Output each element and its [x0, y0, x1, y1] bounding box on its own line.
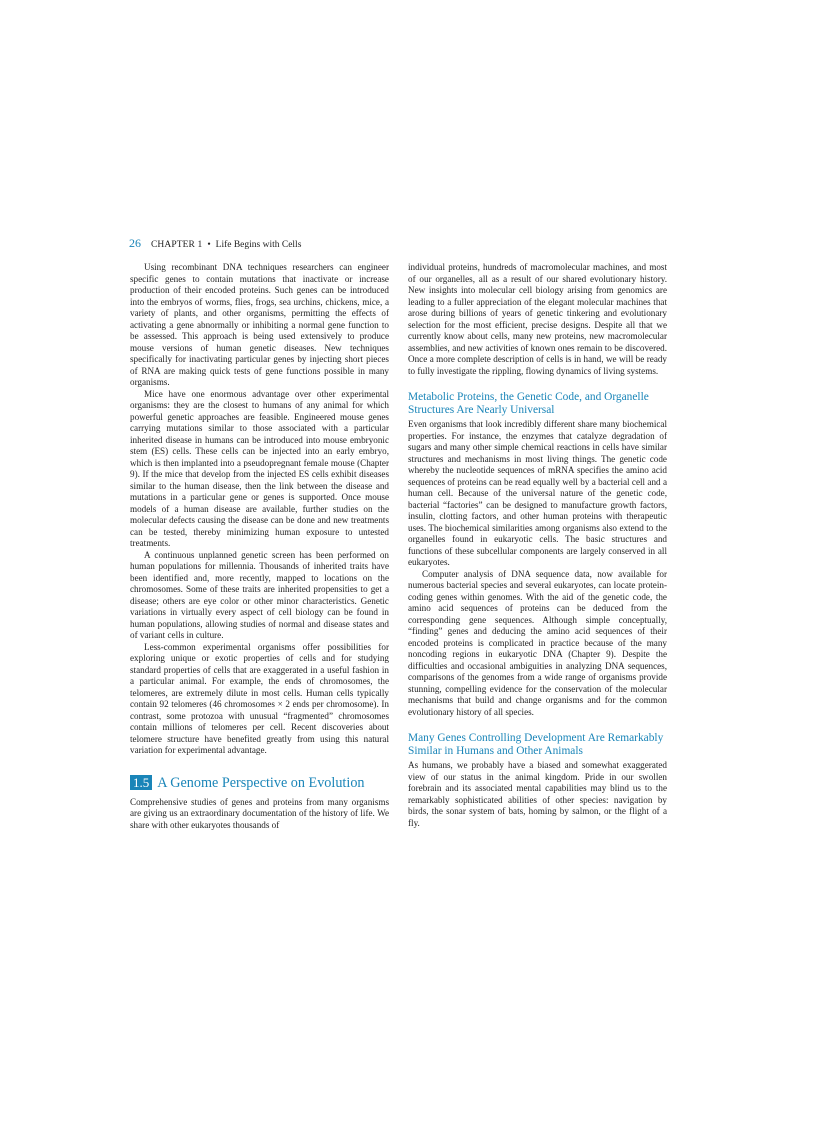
- body-paragraph: Less-common experimental organisms offer possibilities for exploring unique or exotic properties of cells and for studying standard properties of cells that are exaggerated in a useful fashion in a particular animal. For example, the ends of chromosomes, the telomeres, are extremely dilute in most cells. Human cells typically contain 92 telomeres (46 chromosomes × 2 ends per chromosome). In contrast, some protozoa with unusual “fragmented” chromosomes contain millions of telomeres per cell. Recent discoveries about telomere structure have benefited greatly from using this natural variation for experimental advantage.: [130, 641, 389, 755]
- body-paragraph: Mice have one enormous advantage over other experimental organisms: they are the closest to humans of any animal for which powerful genetic approaches are feasible. Engineered mouse genes carrying mutations similar to those associated with a particular inherited disease in humans can be introduced into mouse embryonic stem (ES) cells. These cells can be injected into an early embryo, which is then implanted into a pseudopregnant female mouse (Chapter 9). If the mice that develop from the injected ES cells exhibit diseases similar to the human disease, then the link between the disease and mutations in a particular gene or genes is supported. Once mouse models of a human disease are available, further studies on the molecular defects causing the disease can be done and new treatments can be tested, thereby minimizing human exposure to untested treatments.: [130, 388, 389, 548]
- subsection-heading: Metabolic Proteins, the Genetic Code, and Organelle Structures Are Nearly Universal: [408, 391, 649, 416]
- body-paragraph: Computer analysis of DNA sequence data, now available for numerous bacterial species and several eukaryotes, can locate protein-coding genes within genomes. With the aid of the genetic code, the amino acid sequences of proteins can be deduced from the corresponding gene sequences. Although simple conceptually, “finding” genes and deducing the amino acid sequences of their encoded proteins is complicated in practice because of the many noncoding regions in eukaryotic DNA (Chapter 9). Despite the difficulties and occasional ambiguities in analyzing DNA sequences, comparisons of the genomes from a wide range of organisms provide stunning, compelling evidence for the conservation of the molecular mechanisms that build and change organisms and for the common evolutionary history of all species.: [408, 568, 667, 717]
- page-number: 26: [129, 236, 141, 250]
- chapter-title: Life Begins with Cells: [215, 240, 302, 250]
- body-paragraph: As humans, we probably have a biased and somewhat exaggerated view of our status in the animal kingdom. Pride in our swollen forebrain and its associated mental capabilities may blind us to the remarkably sophisticated abilities of other species: navigation by birds, the sonar system of bats, homing by salmon, or the flight of a fly.: [408, 760, 667, 828]
- body-paragraph: Even organisms that look incredibly different share many biochemical properties. For instance, the enzymes that catalyze degradation of sugars and many other simple chemical reactions in cells have similar structures and mechanisms in most living things. The genetic code whereby the nucleotide sequences of mRNA specifies the amino acid sequences of proteins can be read equally well by a bacterial cell and a human cell. Because of the universal nature of the genetic code, bacterial “factories” can be designed to manufacture growth factors, insulin, clotting factors, and other human proteins with therapeutic uses. The biochemical similarities among organisms also extend to the organelles found in eukaryotic cells. The basic structures and functions of these subcellular components are largely conserved in all eukaryotes.: [408, 419, 667, 568]
- body-paragraph: Comprehensive studies of genes and proteins from many organisms are giving us an extraordinary documentation of the history of life. We share with other eukaryotes thousands of: [130, 796, 389, 830]
- section-title: A Genome Perspective on Evolution: [157, 774, 365, 791]
- header-separator: •: [207, 240, 211, 250]
- body-paragraph: individual proteins, hundreds of macromolecular machines, and most of our organelles, all as a result of our shared evolutionary history. New insights into molecular cell biology arising from genomics are leading to a fuller appreciation of the elegant molecular machines that arose during billions of years of genetic tinkering and evolutionary selection for the most efficient, precise designs. Despite all that we currently know about cells, many new proteins, new macromolecular assemblies, and new activities of known ones remain to be discovered. Once a more complete description of cells is in hand, we will be ready to fully investigate the rippling, flowing dynamics of living systems.: [408, 262, 667, 376]
- body-paragraph: A continuous unplanned genetic screen has been performed on human populations for millennia. Thousands of inherited traits have been identified and, more recently, mapped to locations on the chromosomes. Some of these traits are inherited propensities to get a disease; others are eye color or other minor characteristics. Genetic variations in virtually every aspect of cell biology can be found in human populations, allowing studies of normal and disease states and of variant cells in culture.: [130, 549, 389, 640]
- section-heading: [130, 775, 389, 791]
- subsection-heading: Many Genes Controlling Development Are Remarkably Similar in Humans and Other Animals: [408, 732, 664, 757]
- running-header: [129, 236, 301, 251]
- section-number: 1.5: [130, 775, 152, 790]
- chapter-label: CHAPTER 1: [151, 240, 203, 250]
- body-paragraph: Using recombinant DNA techniques researchers can engineer specific genes to contain mutations that inactivate or increase production of their encoded proteins. Such genes can be introduced into the embryos of worms, flies, frogs, sea urchins, chickens, mice, a variety of plants, and other organisms, permitting the effects of activating a gene abnormally or inhibiting a normal gene function to be assessed. This approach is being used extensively to produce mouse versions of human genetic diseases. New techniques specifically for inactivating particular genes by injecting short pieces of RNA are making quick tests of gene functions possible in many organisms.: [130, 262, 389, 387]
- left-column: [130, 262, 389, 831]
- right-column: [408, 262, 667, 829]
